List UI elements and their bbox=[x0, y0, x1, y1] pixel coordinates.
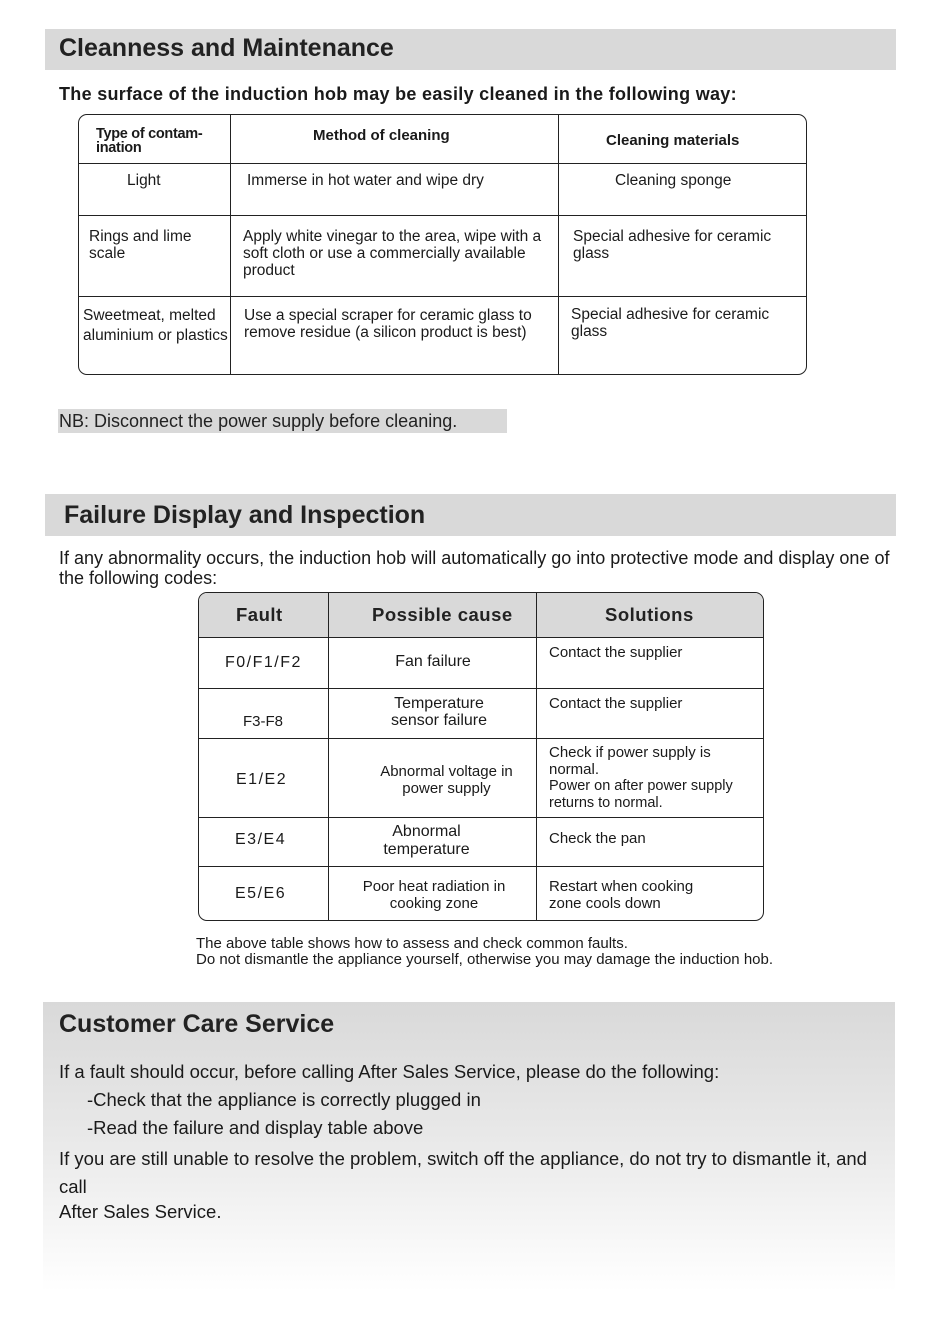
fault-code: F3-F8 bbox=[243, 713, 284, 730]
care-line-1: If a fault should occur, before calling After Sales Service, please do the following: bbox=[59, 1061, 720, 1082]
fault-code: E5/E6 bbox=[235, 885, 287, 902]
table-row-materials: Special adhesive for ceramic glass bbox=[573, 228, 772, 262]
fault-solution: Check the pan bbox=[549, 830, 646, 847]
fault-solution: Contact the supplier bbox=[549, 644, 683, 661]
fault-solution: Check if power supply is normal. bbox=[549, 744, 711, 778]
fault-solution-extra: Power on after power supply returns to normal. bbox=[549, 778, 733, 811]
table-row-method: Apply white vinegar to the area, wipe with a soft cloth or use a commercially available product bbox=[243, 228, 542, 279]
care-bullet-2: -Read the failure and display table above bbox=[87, 1117, 424, 1138]
table-row-materials: Special adhesive for ceramic glass bbox=[571, 306, 770, 340]
table-row-type: Rings and lime scale bbox=[89, 228, 192, 262]
fault-cause: Poor heat radiation in cooking zone bbox=[362, 878, 506, 912]
fault-footnote-1: The above table shows how to assess and check common faults. bbox=[196, 935, 628, 952]
fault-cause: Abnormal temperature bbox=[383, 823, 470, 858]
cleanness-title: Cleanness and Maintenance bbox=[59, 34, 394, 62]
table-row-type: Light bbox=[127, 172, 161, 189]
care-title: Customer Care Service bbox=[59, 1010, 335, 1038]
table-row-method: Use a special scraper for ceramic glass to remove residue (a silicon product is best) bbox=[244, 307, 532, 341]
cleaning-note: NB: Disconnect the power supply before cleaning. bbox=[59, 411, 458, 431]
col-header-method: Method of cleaning bbox=[313, 127, 450, 144]
care-bullet-1: -Check that the appliance is correctly plugged in bbox=[87, 1089, 481, 1110]
col-header-fault: Fault bbox=[236, 604, 283, 625]
failure-intro: If any abnormality occurs, the induction hob will automatically go into protective mode and display one of the following codes: bbox=[59, 548, 890, 588]
fault-cause: Fan failure bbox=[395, 653, 471, 670]
table-row-method: Immerse in hot water and wipe dry bbox=[247, 172, 484, 189]
care-line-3: After Sales Service. bbox=[59, 1201, 222, 1222]
failure-title: Failure Display and Inspection bbox=[64, 501, 426, 529]
fault-footnote-2: Do not dismantle the appliance yourself, otherwise you may damage the induction hob. bbox=[196, 951, 774, 968]
cleaning-table bbox=[78, 114, 807, 375]
fault-table bbox=[198, 592, 764, 921]
col-header-materials: Cleaning materials bbox=[606, 132, 740, 149]
fault-cause: Abnormal voltage in power supply bbox=[380, 763, 513, 797]
fault-code: E3/E4 bbox=[235, 831, 287, 848]
cleanness-intro: The surface of the induction hob may be easily cleaned in the following way: bbox=[59, 84, 737, 104]
fault-cause: Temperature sensor failure bbox=[390, 695, 488, 729]
col-header-solutions: Solutions bbox=[605, 604, 694, 625]
fault-code: F0/F1/F2 bbox=[225, 654, 302, 671]
col-header-cause: Possible cause bbox=[372, 604, 513, 625]
col-header-type: Type of contam- ination bbox=[96, 126, 203, 156]
care-line-2: If you are still unable to resolve the problem, switch off the appliance, do not try to dismantle it, and call bbox=[59, 1148, 867, 1197]
fault-solution: Restart when cooking zone cools down bbox=[549, 878, 694, 912]
table-row-materials: Cleaning sponge bbox=[615, 172, 732, 189]
fault-solution: Contact the supplier bbox=[549, 695, 683, 712]
table-row-type: Sweetmeat, melted aluminium or plastics bbox=[83, 307, 228, 344]
fault-code: E1/E2 bbox=[236, 771, 288, 788]
